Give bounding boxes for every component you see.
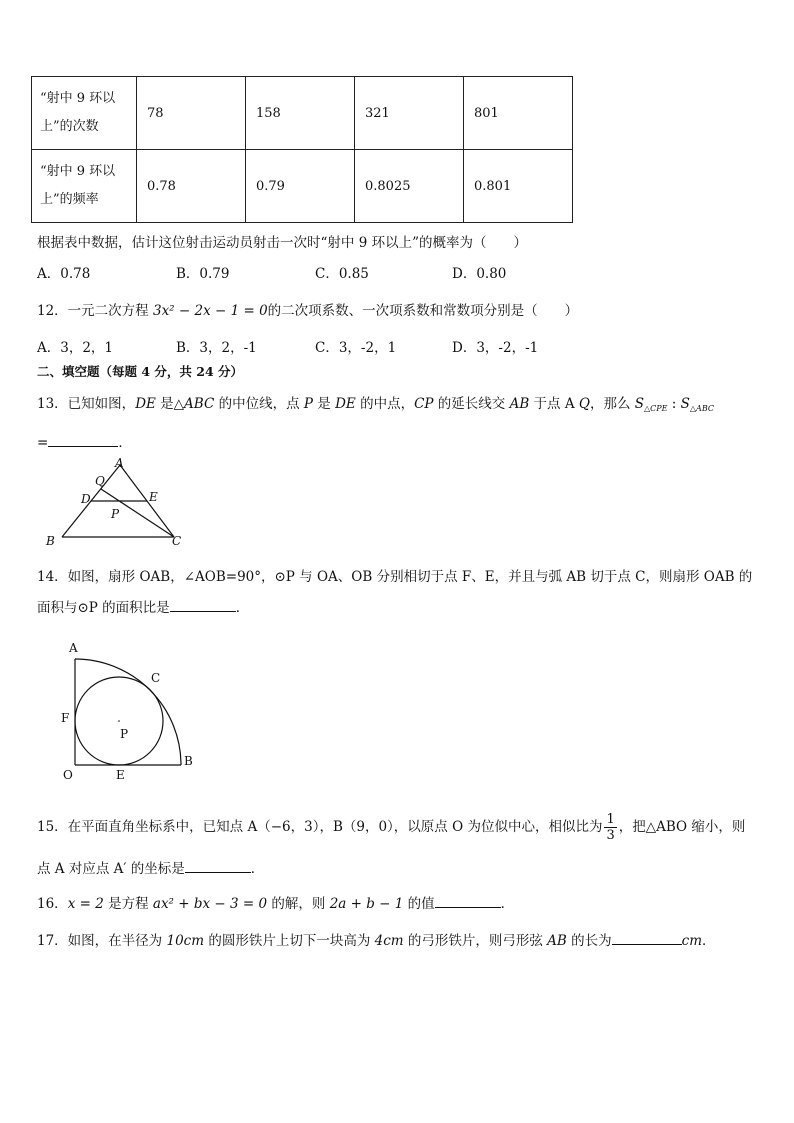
q15-ratio-fraction (604, 812, 616, 843)
q14-end: ． (235, 600, 250, 616)
table-cell: 801 (464, 77, 573, 150)
q17-stem (37, 929, 716, 949)
q13-ab: AB (509, 396, 530, 412)
table-cell: 0.8025 (355, 150, 464, 223)
label-a: A (115, 456, 124, 470)
row-label-line1: “射中 9 环以 (40, 91, 116, 106)
q13-area-s: S (634, 396, 645, 412)
label-b: B (184, 754, 193, 768)
q12-option-c: C．3，-2，1 (315, 340, 397, 356)
q13-text: 的中位线，点 (214, 396, 304, 412)
q13-text: 于点 A (529, 396, 579, 412)
label-p: P (111, 507, 120, 521)
table-cell: 158 (246, 77, 355, 150)
q17-text: 的圆形铁片上切下一块高为 (204, 933, 375, 949)
q11-text: 根据表中数据，估计这位射击运动员射击一次时“射中 9 环以上”的概率为（ ） (37, 235, 527, 251)
q13-triangle: △ABC (173, 396, 215, 412)
label-e: E (116, 768, 125, 782)
row-label-line2: 上”的次数 (40, 119, 99, 134)
table-cell: 0.801 (464, 150, 573, 223)
fraction-denominator: 3 (606, 828, 615, 843)
label-c: C (151, 671, 161, 685)
q12-option-d: D．3，-2，-1 (452, 340, 539, 356)
table-cell: 0.79 (246, 150, 355, 223)
section-heading: 二、填空题（每题 4 分，共 24 分） (37, 364, 244, 379)
q12-option-a: A．3，2，1 (37, 340, 114, 356)
table-row (32, 150, 573, 223)
table-row-label (32, 150, 137, 223)
q17-height: 4cm (374, 933, 404, 949)
q15-text: 点 A 对应点 A′ 的坐标是 (37, 861, 185, 877)
q11-option-d: D．0.80 (452, 266, 507, 282)
q16-text: 的值 (403, 896, 435, 912)
q17-radius: 10cm (166, 933, 205, 949)
table-cell: 78 (137, 77, 246, 150)
q12-equation: 3x² − 2x − 1 = 0 (152, 303, 268, 319)
q13-answer-blank[interactable] (48, 432, 118, 447)
row-label-line1: “射中 9 环以 (40, 164, 116, 179)
q16-text: 的解，则 (267, 896, 330, 912)
label-c: C (172, 534, 182, 548)
q14-sector-figure (55, 638, 205, 783)
q16-stem (37, 892, 514, 912)
q17-unit: cm (681, 933, 703, 949)
table-row (32, 77, 573, 150)
q11-option-c: C．0.85 (315, 266, 369, 282)
label-a: A (69, 641, 78, 655)
q17-end: ． (702, 933, 716, 949)
q13-area-sub: △ABC (689, 404, 714, 413)
q16-equation: ax² + bx − 3 = 0 (152, 896, 268, 912)
q13-text: 的延长线交 (433, 396, 510, 412)
row-label-line2: 上”的频率 (40, 192, 99, 207)
q14-answer-blank[interactable] (170, 597, 236, 612)
q15-stem-line1 (37, 812, 745, 843)
q11-option-b: B．0.79 (176, 266, 230, 282)
q15-answer-blank[interactable] (185, 858, 251, 873)
table-cell: 0.78 (137, 150, 246, 223)
q13-area-sub: △CPE (644, 404, 668, 413)
q13-answer-line (37, 431, 132, 451)
q14-stem-line2 (37, 596, 249, 616)
label-d: D (81, 492, 91, 506)
q13-equals: = (37, 435, 49, 451)
q13-point-q: Q (578, 396, 590, 412)
fraction-numerator: 1 (606, 812, 615, 827)
label-b: B (46, 534, 55, 548)
table-row-label (32, 77, 137, 150)
center-p (118, 720, 120, 722)
q13-de: DE (135, 396, 156, 412)
table-cell: 321 (355, 77, 464, 150)
q17-text: 17．如图，在半径为 (37, 933, 167, 949)
q13-area-s: S (680, 396, 690, 412)
q13-end: ． (118, 435, 132, 451)
q15-end: ． (250, 861, 265, 877)
q13-text: 是 (313, 396, 336, 412)
q13-colon: : (667, 396, 681, 412)
q15-text: 15．在平面直角坐标系中，已知点 A（−6，3），B（9，0），以原点 O 为位似中心，相似比为 (37, 819, 603, 835)
q14-text: 面积与⊙P 的面积比是 (37, 600, 170, 616)
arc-ab (75, 659, 181, 765)
q16-text: 是方程 (103, 896, 153, 912)
q16-condition: x = 2 (67, 896, 104, 912)
q13-text: ，那么 (589, 396, 635, 412)
q13-triangle-figure (40, 455, 200, 550)
q16-end: ． (500, 896, 515, 912)
q11-option-a: A．0.78 (37, 266, 91, 282)
q16-expression: 2a + b − 1 (329, 896, 404, 912)
q13-text: 的中点， (355, 396, 415, 412)
q12-option-b: B．3，2，-1 (176, 340, 257, 356)
q16-answer-blank[interactable] (435, 893, 501, 908)
q12-suffix: 的二次项系数、一次项系数和常数项分别是（ ） (267, 303, 579, 319)
label-o: O (63, 768, 73, 782)
q17-text: 的长为 (566, 933, 612, 949)
q17-answer-blank[interactable] (612, 930, 682, 945)
q13-point-p: P (303, 396, 313, 412)
label-e: E (149, 490, 158, 504)
q15-stem-line2 (37, 857, 264, 877)
q12-prefix: 12．一元二次方程 (37, 303, 153, 319)
label-p: P (120, 727, 129, 741)
q13-prefix: 13．已知如图， (37, 396, 136, 412)
q14-stem-line1: 14．如图，扇形 OAB，∠AOB=90°，⊙P 与 OA、OB 分别相切于点 F、E，并且与弧 AB 切于点 C，则扇形 OAB 的 (37, 569, 753, 585)
q13-stem (37, 392, 714, 413)
q13-text: 是 (155, 396, 174, 412)
label-f: F (61, 711, 70, 725)
frequency-table (31, 76, 573, 223)
q13-cp: CP (414, 396, 434, 412)
q13-de: DE (335, 396, 356, 412)
q12-stem (37, 299, 578, 319)
q17-text: 的弓形铁片，则弓形弦 (403, 933, 548, 949)
q15-text: ，把△ABO 缩小，则 (618, 819, 746, 835)
q16-text: 16． (37, 896, 68, 912)
label-q: Q (95, 474, 105, 488)
q17-chord: AB (547, 933, 567, 949)
